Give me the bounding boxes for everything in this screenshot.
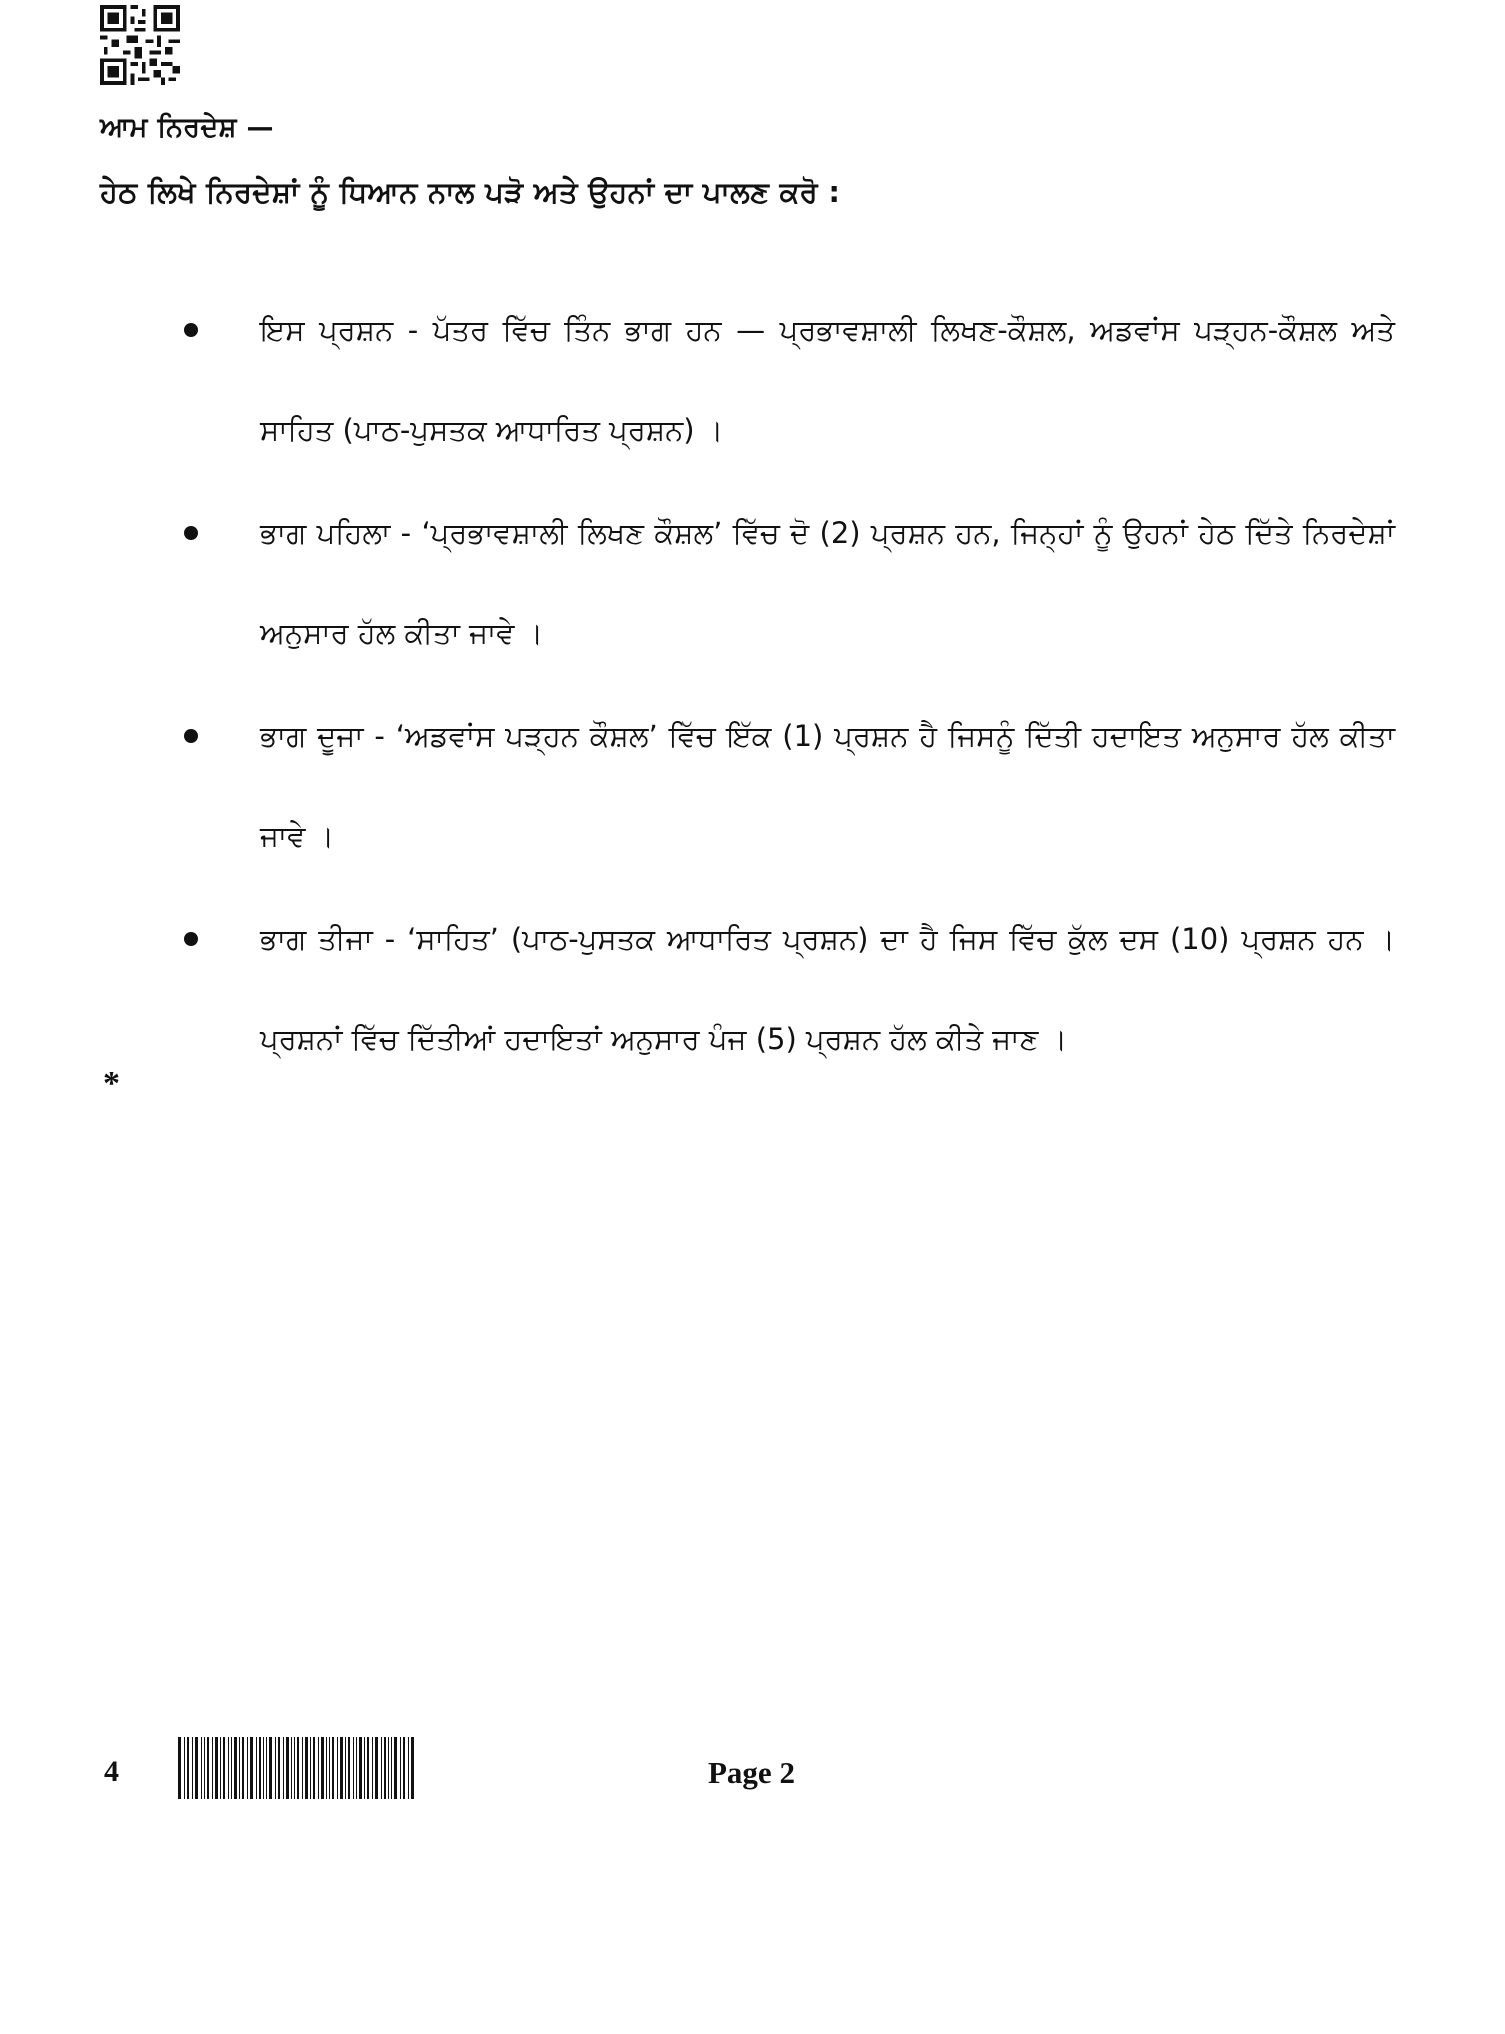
instruction-item bbox=[180, 889, 1395, 1089]
instructions-heading: ਆਮ ਨਿਰਦੇਸ਼ — bbox=[100, 112, 274, 143]
bullet-icon bbox=[184, 729, 198, 743]
instruction-text: ਭਾਗ ਪਹਿਲਾ - ‘ਪ੍ਰਭਾਵਸ਼ਾਲੀ ਲਿਖਣ ਕੌਸ਼ਲ’ ਵਿੱਚ ਦੋ (2) ਪ੍ਰਸ਼ਨ ਹਨ, ਜਿਨ੍ਹਾਂ ਨੂੰ ਉਹਨਾਂ ਹੇਠ ਦਿੱਤੇ ਨਿਰਦੇਸ਼ਾਂ ਅਨੁਸਾਰ ਹੱਲ ਕੀਤਾ ਜਾਵੇ । bbox=[260, 516, 1395, 650]
instructions-subheading: ਹੇਠ ਲਿਖੇ ਨਿਰਦੇਸ਼ਾਂ ਨੂੰ ਧਿਆਨ ਨਾਲ ਪੜੋ ਅਤੇ ਉਹਨਾਂ ਦਾ ਪਾਲਣ ਕਰੋ : bbox=[100, 175, 841, 209]
instruction-item bbox=[180, 280, 1395, 480]
bullet-icon bbox=[184, 932, 198, 946]
barcode-icon bbox=[178, 1737, 416, 1799]
page-label: Page 2 bbox=[708, 1755, 795, 1790]
instructions-list bbox=[180, 280, 1395, 1089]
qr-code-icon bbox=[100, 5, 180, 85]
bullet-icon bbox=[184, 323, 198, 337]
bullet-icon bbox=[184, 526, 198, 540]
instruction-item bbox=[180, 686, 1395, 886]
footer-number: 4 bbox=[104, 1755, 119, 1788]
asterisk-marker: * bbox=[103, 1065, 120, 1102]
instruction-text: ਇਸ ਪ੍ਰਸ਼ਨ - ਪੱਤਰ ਵਿੱਚ ਤਿੰਨ ਭਾਗ ਹਨ — ਪ੍ਰਭਾਵਸ਼ਾਲੀ ਲਿਖਣ-ਕੌਸ਼ਲ, ਅਡਵਾਂਸ ਪੜ੍ਹਨ-ਕੌਸ਼ਲ ਅਤੇ ਸਾਹਿਤ (ਪਾਠ-ਪੁਸਤਕ ਆਧਾਰਿਤ ਪ੍ਰਸ਼ਨ) । bbox=[260, 313, 1395, 447]
instruction-text: ਭਾਗ ਦੂਜਾ - ‘ਅਡਵਾਂਸ ਪੜ੍ਹਨ ਕੌਸ਼ਲ’ ਵਿੱਚ ਇੱਕ (1) ਪ੍ਰਸ਼ਨ ਹੈ ਜਿਸਨੂੰ ਦਿੱਤੀ ਹਦਾਇਤ ਅਨੁਸਾਰ ਹੱਲ ਕੀਤਾ ਜਾਵੇ । bbox=[260, 719, 1395, 853]
instruction-text: ਭਾਗ ਤੀਜਾ - ‘ਸਾਹਿਤ’ (ਪਾਠ-ਪੁਸਤਕ ਆਧਾਰਿਤ ਪ੍ਰਸ਼ਨ) ਦਾ ਹੈ ਜਿਸ ਵਿੱਚ ਕੁੱਲ ਦਸ (10) ਪ੍ਰਸ਼ਨ ਹਨ । ਪ੍ਰਸ਼ਨਾਂ ਵਿੱਚ ਦਿੱਤੀਆਂ ਹਦਾਇਤਾਂ ਅਨੁਸਾਰ ਪੰਜ (5) ਪ੍ਰਸ਼ਨ ਹੱਲ ਕੀਤੇ ਜਾਣ । bbox=[260, 922, 1395, 1056]
instruction-item bbox=[180, 483, 1395, 683]
